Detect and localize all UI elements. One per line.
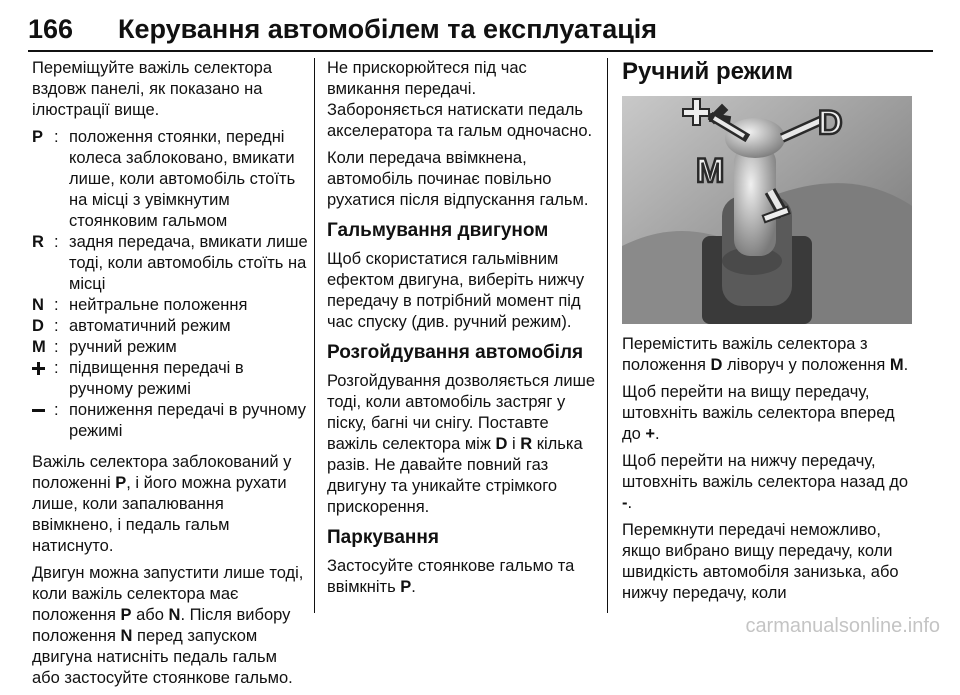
gear-row-minus: : пониження передачі в ручному режимі [32, 400, 308, 442]
upshift-paragraph: Щоб перейти на вищу передачу, штовхніть важіль селектора вперед до +. [622, 383, 895, 443]
page-header [28, 10, 933, 50]
page-title: Керування автомобілем та експлуатація [118, 14, 658, 44]
gear-desc: задня передача, вмикати лише тоді, коли автомобіль стоїть на місці [69, 233, 308, 293]
gear-key: P [32, 128, 44, 146]
page-number: 166 [28, 14, 74, 44]
column-3 [622, 58, 912, 610]
gear-lever-image [622, 96, 912, 324]
gear-desc: ручний режим [69, 338, 177, 356]
d-label: D [818, 104, 843, 142]
gear-key: R [32, 233, 44, 251]
column-1 [32, 58, 308, 695]
gear-key: D [32, 317, 44, 335]
gear-desc: підвищення передачі в ручному режимі [69, 359, 244, 398]
downshift-paragraph: Щоб перейти на нижчу передачу, штовхніть важіль селектора назад до -. [622, 452, 909, 512]
gear-row-plus: : підвищення передачі в ручному режимі [32, 358, 308, 400]
column-divider-1 [314, 58, 315, 613]
parking-heading: Паркування [327, 527, 439, 548]
manual-mode-heading: Ручний режим [622, 58, 794, 85]
gear-position-list [32, 127, 308, 442]
gear-key: N [32, 296, 44, 314]
shift-restriction-paragraph: Перемкнути передачі неможливо, якщо вибрано вищу передачу, коли швидкість автомобіля занизька, або нижчу передачу, коли [622, 521, 899, 602]
svg-text:+: + [630, 316, 631, 317]
no-accelerate-paragraph: Не прискорюйтеся під час вмикання передачі. Забороняється натискати педаль акселератора та гальм одночасно. [327, 59, 593, 140]
gear-row-p: P : положення стоянки, передні колеса заблоковано, вмикати лише, коли автомобіль стоїть на місці з увімкнутим стоянковим гальмом [32, 127, 308, 232]
parking-paragraph: Застосуйте стоянкове гальмо та ввімкніть P. [327, 557, 575, 596]
selector-lock-paragraph: Важіль селектора заблокований у положенні P, і його можна рухати лише, коли запалювання ввімкнено, і педаль гальм натиснуто. [32, 453, 292, 555]
m-label: M [696, 152, 725, 190]
gear-desc: нейтральне положення [69, 296, 248, 314]
gear-selector-illustration [622, 96, 912, 324]
creep-paragraph: Коли передача ввімкнена, автомобіль починає повільно рухатися після відпускання гальм. [327, 149, 589, 209]
gear-key: M [32, 338, 46, 356]
rocking-paragraph: Розгойдування дозволяється лише тоді, коли автомобіль застряг у піску, багні чи снігу. Поставте важіль селектора між D і R кілька разів. Не давайте повний газ двигуну та уникайте стрімкого прискорення. [327, 372, 596, 516]
intro-paragraph: Переміщуйте важіль селектора вздовж панелі, як показано на ілюстрації вище. [32, 59, 273, 119]
watermark: carmanualsonline.info [745, 615, 940, 637]
engine-braking-heading: Гальмування двигуном [327, 220, 549, 241]
gear-desc: пониження передачі в ручному режимі [69, 401, 307, 440]
header-rule [28, 50, 933, 52]
minus-icon [32, 400, 45, 421]
gear-row-m: M : ручний режим [32, 337, 308, 358]
gear-desc: положення стоянки, передні колеса заблоковано, вмикати лише, коли автомобіль стоїть на місці з увімкнутим стоянковим гальмом [69, 128, 296, 230]
engine-start-paragraph: Двигун можна запустити лише тоді, коли важіль селектора має положення P або N. Після вибору положення N перед запуском двигуна натисніть педаль гальм або застосуйте стоянкове гальмо. [32, 564, 304, 687]
column-2 [327, 58, 595, 604]
rocking-heading: Розгойдування автомобіля [327, 342, 584, 363]
plus-icon [32, 358, 45, 379]
gear-row-r: R : задня передача, вмикати лише тоді, коли автомобіль стоїть на місці [32, 233, 308, 293]
manual-mode-enter-paragraph: Перемістить важіль селектора з положення D ліворуч у положення M. [622, 335, 909, 374]
gear-row-n: N : нейтральне положення [32, 295, 308, 316]
column-divider-2 [607, 58, 608, 613]
gear-desc: автоматичний режим [69, 317, 231, 335]
engine-braking-paragraph: Щоб скористатися гальмівним ефектом двигуна, виберіть нижчу передачу в потрібний момент під час спуску (див. ручний режим). [327, 250, 585, 331]
svg-text:−: − [630, 320, 631, 321]
gear-row-d: D : автоматичний режим [32, 316, 308, 337]
